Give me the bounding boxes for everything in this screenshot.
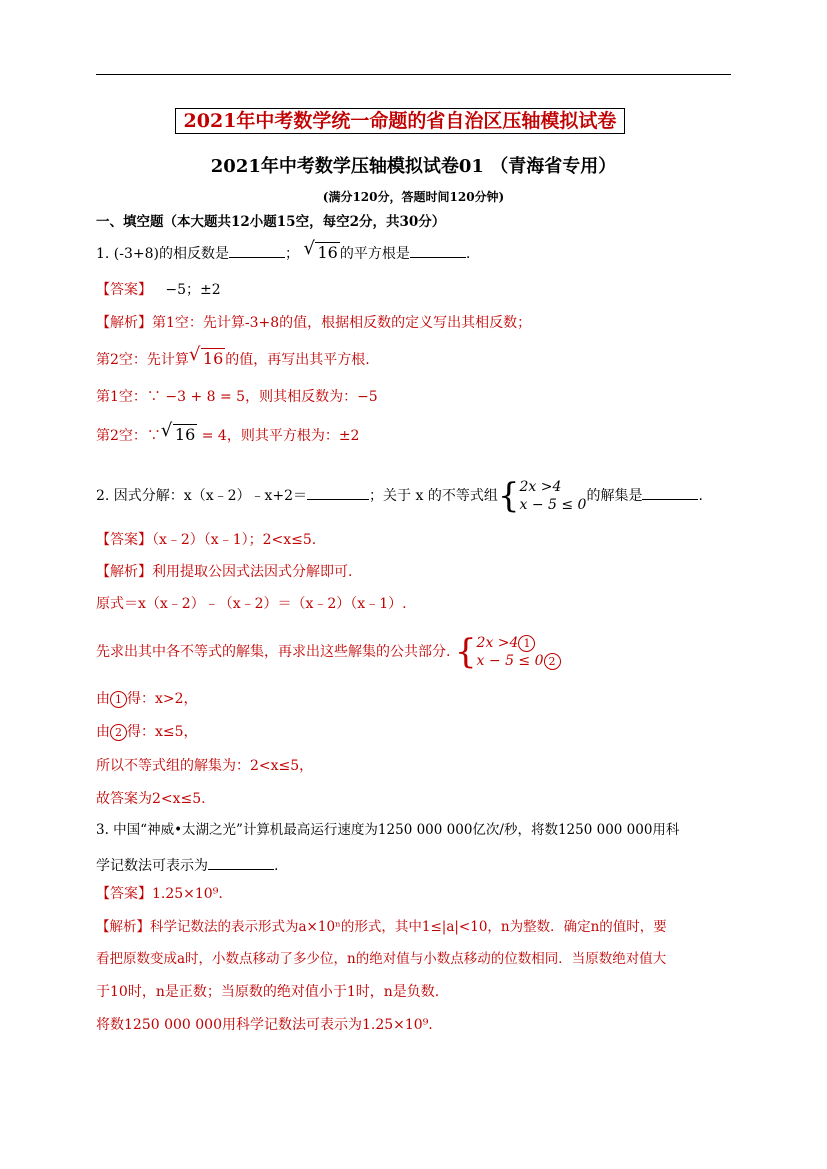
- q2-prefix: 2. 因式分解：x（x﹣2）﹣x+2＝: [96, 488, 308, 504]
- q1-line4-prefix: 第2空：∵: [96, 428, 161, 444]
- q2-line4-prefix: 由: [96, 691, 110, 707]
- q1-line2-suffix: 的值，再写出其平方根.: [225, 352, 370, 368]
- q1-answer: [96, 280, 221, 300]
- sqrt-symbol: √ 16: [303, 238, 338, 262]
- q2-line3-text: 先求出其中各不等式的解集，再求出这些解集的公共部分.: [96, 644, 451, 660]
- q1-analysis-line4: [96, 420, 360, 446]
- inequality-system: {2x >4 x − 5 ≤ 0: [497, 476, 587, 516]
- inequality-system: {2x >4 1 x − 5 ≤ 0 2: [455, 632, 561, 672]
- q3-analysis-line3: 看把原数变成a时，小数点移动了多少位，n的绝对值与小数点移动的位数相同．当原数绝对值大: [96, 951, 667, 967]
- q2-analysis-line2: 原式＝x（x﹣2）﹣（x﹣2）＝（x﹣2）（x﹣1）.: [96, 596, 407, 612]
- question-2: [96, 476, 703, 516]
- answer-blank: [307, 485, 369, 500]
- circled-number-1: 1: [518, 635, 535, 652]
- question-1: [96, 238, 471, 264]
- q3-line2-end: .: [274, 858, 279, 874]
- q1-mid: ；: [285, 246, 300, 262]
- q1-prefix: 1. (-3+8)的相反数是: [96, 246, 230, 262]
- question-3-line1: 3. 中国“神威•太湖之光”计算机最高运行速度为1250 000 000亿次/秒，将数1250 000 000用科: [96, 822, 680, 838]
- answer-label: 【答案】: [96, 532, 152, 548]
- system-row-1: 2x >4: [519, 479, 562, 495]
- system-row-2: x − 5 ≤ 0: [519, 497, 587, 513]
- answer-blank: [410, 243, 466, 258]
- q1-answer-text: −5；±2: [165, 282, 221, 298]
- q1-analysis: [96, 313, 531, 333]
- q3-line2-text: 学记数法可表示为: [96, 858, 208, 874]
- q2-line4-suffix: 得：x>2，: [127, 691, 198, 707]
- q3-analysis-line4: 于10时，n是正数；当原数的绝对值小于1时，n是负数.: [96, 984, 440, 1000]
- q1-end: .: [465, 246, 471, 262]
- q2-end: .: [698, 488, 703, 504]
- circled-number-2: 2: [110, 724, 127, 741]
- circled-number-2: 2: [544, 653, 561, 670]
- analysis-label: 【解析】: [96, 564, 152, 580]
- q2-analysis-line6: 所以不等式组的解集为：2<x≤5，: [96, 758, 314, 774]
- question-3-line2: [96, 855, 278, 876]
- q1-line4-suffix: = 4，则其平方根为：±2: [197, 428, 360, 444]
- circled-number-1: 1: [110, 691, 127, 708]
- q2-answer-text: （x﹣2）（x﹣1）；2<x≤5.: [152, 532, 317, 548]
- q3-analysis-text: 科学记数法的表示形式为a×10ⁿ的形式，其中1≤|a|<10，n为整数．确定n的值时，要: [150, 919, 667, 935]
- banner-title: 2021年中考数学统一命题的省自治区压轴模拟试卷: [175, 108, 625, 134]
- paper-subtitle: (满分120分，答题时间120分钟): [322, 190, 505, 204]
- q2-analysis: [96, 562, 352, 582]
- q2-line5-prefix: 由: [96, 724, 110, 740]
- radicand: 16: [317, 243, 338, 262]
- q1-line2-prefix: 第2空：先计算: [96, 352, 189, 368]
- q2-mid: ；关于 x 的不等式组: [369, 488, 498, 504]
- q3-analysis-line5: 将数1250 000 000用科学记数法可表示为1.25×10⁹.: [96, 1017, 433, 1033]
- q2-analysis-line7: 故答案为2<x≤5.: [96, 791, 206, 807]
- paper-title: 2021年中考数学压轴模拟试卷01 （青海省专用）: [210, 156, 617, 177]
- header-rule: [96, 74, 731, 75]
- q3-answer-text: 1.25×10⁹.: [152, 886, 223, 902]
- answer-blank: [229, 243, 285, 258]
- section-heading: 一、填空题（本大题共12小题15空，每空2分，共30分）: [96, 214, 446, 230]
- q1-analysis-line2: [96, 344, 370, 370]
- answer-blank: [208, 855, 274, 870]
- q2-analysis-line4: [96, 689, 198, 709]
- q2-analysis-line3: [96, 632, 561, 674]
- answer-label: 【答案】: [96, 282, 152, 298]
- sqrt-symbol: √ 16: [160, 420, 196, 444]
- radicand: 16: [174, 425, 196, 444]
- system-row-1: 2x >4: [476, 635, 519, 651]
- q2-answer: [96, 530, 316, 550]
- q1-suffix: 的平方根是: [339, 246, 410, 262]
- q1-analysis-text: 第1空：先计算-3+8的值，根据相反数的定义写出其相反数；: [152, 315, 532, 331]
- analysis-label: 【解析】: [96, 315, 152, 331]
- q1-analysis-line3: 第1空：∵ −3 + 8 = 5，则其相反数为：−5: [96, 389, 378, 405]
- sqrt-symbol: √ 16: [188, 344, 224, 368]
- q2-analysis-line5: [96, 722, 198, 742]
- q3-answer: [96, 884, 223, 904]
- answer-blank: [642, 485, 698, 500]
- radicand: 16: [202, 349, 224, 368]
- q2-suffix: 的解集是: [586, 488, 643, 504]
- q2-line5-suffix: 得：x≤5，: [127, 724, 198, 740]
- q2-analysis-text: 利用提取公因式法因式分解即可.: [152, 564, 353, 580]
- answer-label: 【答案】: [96, 886, 152, 902]
- analysis-label: 【解析】: [96, 919, 150, 935]
- system-row-2: x − 5 ≤ 0: [476, 653, 544, 669]
- q3-analysis: [96, 917, 667, 937]
